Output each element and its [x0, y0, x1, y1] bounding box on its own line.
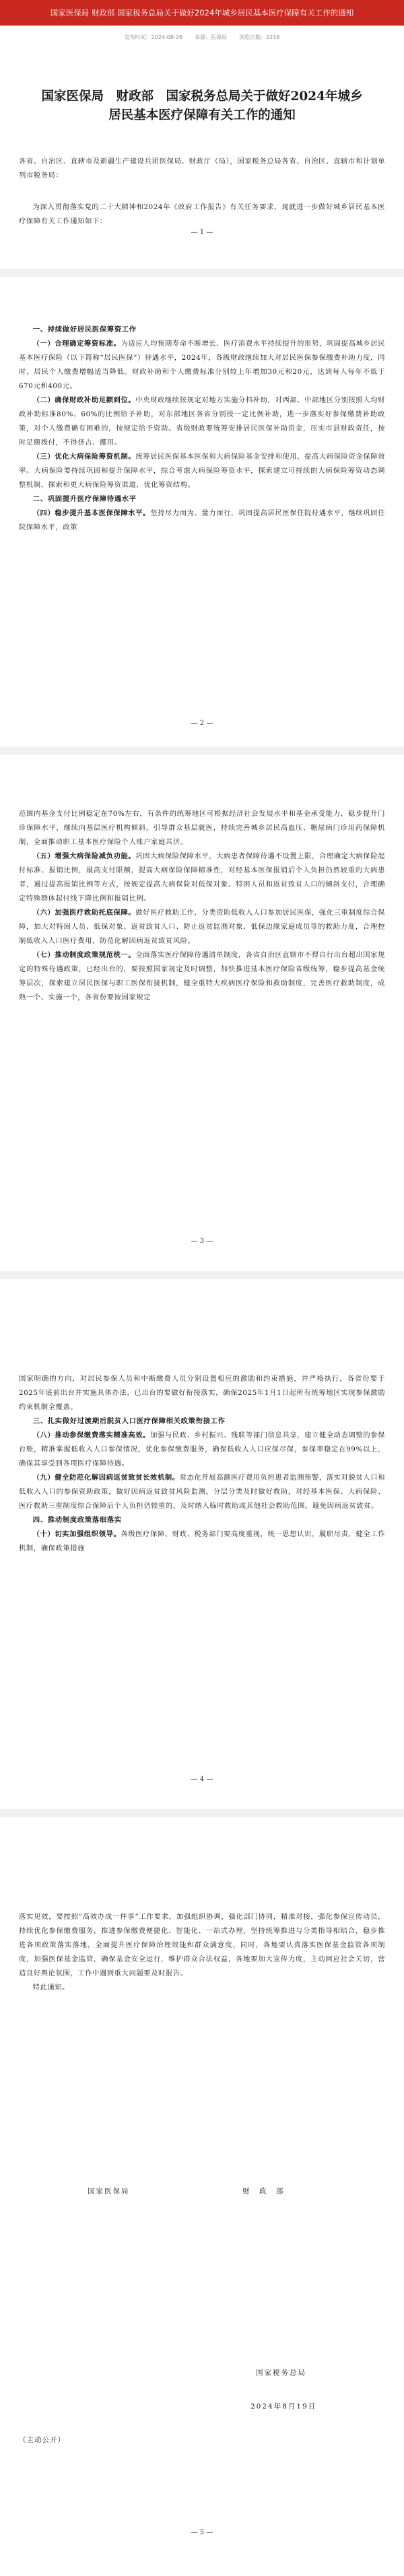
section-heading-4: 四、推动制度政策落细落实 [32, 1516, 122, 1524]
paragraph-12: （十）切实加强组织领导。各级医疗保障、财政、税务部门要高度重视，统一思想认识，履职尽责，健全工作机制，确保政策措施 [19, 1530, 385, 1552]
source-label: 来源：医保局 [195, 34, 228, 40]
paragraph-lead: （三）优化大病保险筹资机制。 [32, 453, 136, 461]
section-heading-3: 三、扎实做好过渡期后脱贫人口医疗保障相关政策衔接工作 [32, 1417, 226, 1425]
page-2 [19, 323, 385, 535]
page-number-5: — 5 — [191, 2529, 213, 2536]
paragraph-3: （三）优化大病保险筹资机制。统筹居民医保基本医保和大病保险基金安排和使用，提高大病保险资金保障效率。大病保险要持续巩固和提升保障水平，综合考虑大病保险筹资水平，探索建立可持续的大病保险筹资动态调整机制，探索和更大病保险筹资渠道，优化筹资结构。 [19, 453, 385, 489]
section-heading-2: 二、巩固提升医疗保障待遇水平 [32, 495, 137, 503]
paragraph-lead: （五）增强大病保险减负功能。 [32, 852, 136, 860]
publish-date: 发布时间：2024-08-26 [124, 34, 183, 40]
page-separator [0, 269, 404, 277]
page-4 [19, 1372, 385, 1556]
paragraph-lead: （九）健全防范化解因病返贫致贫长效机制。 [32, 1474, 180, 1482]
page-1 [19, 155, 385, 229]
page-5 [19, 1910, 385, 1995]
paragraph-lead: （四）稳步提升基本医保保障水平。 [32, 509, 151, 517]
paragraph-lead: （一）合理确定筹资标准。 [32, 340, 121, 348]
section-heading-1: 一、持续做好居民医保筹资工作 [32, 326, 137, 334]
disclosure-note: （主动公开） [19, 2436, 65, 2444]
paragraph-1: （一）合理确定筹资标准。为适应人均预期寿命不断增长、医疗消费水平持续提升的形势，巩固提高城乡居民基本医疗保险（以下简称“居民医保”）待遇水平，2024年，各级财政继续加大对居民医保参保缴费补助力度，同时，居民个人缴费增幅适当降低。财政补助和个人缴费标准分别较上年增加30元和20元，达到每人每年不低于670元和400元。 [19, 340, 385, 390]
paragraph-lead: （十）切实加强组织领导。 [32, 1530, 121, 1538]
visit-count: 浏览次数：2216 [239, 34, 280, 40]
page-banner: 国家医保局 财政部 国家税务总局关于做好2024年城乡居民基本医疗保障有关工作的通知 [0, 0, 404, 26]
paragraph-2: （二）确保财政补助足额到位。中央财政继续按规定对地方实施分档补助，对西部、中部地区分别按照人均财政补助标准80%、60%的比例给予补助，对东部地区各省分别按一定比例补助，进一步落实好参保缴费补助政策，对个人缴费确有困难的，按规定给予资助。省级财政要统筹安排居民医保补助资金，压实市县财政责任，按时足额拨付，不得挤占、挪用。 [19, 396, 385, 447]
issue-date: 2024年8月19日 [250, 2402, 317, 2411]
closing-line: 特此通知。 [32, 1983, 70, 1992]
document-title: 国家医保局 财政部 国家税务总局关于做好2024年城乡居民基本医疗保障有关工作的通知 [41, 89, 363, 122]
signatory-sta: 国家税务总局 [256, 2369, 306, 2377]
article-meta [19, 30, 385, 44]
paragraph-lead: （二）确保财政补助足额到位。 [32, 396, 136, 404]
paragraph-4: （四）稳步提升基本医保保障水平。坚持尽力而为、量力而行，巩固提高居民医保住院待遇水平，继续巩固住院保障水平，政策 [19, 509, 385, 531]
addressees: 各省、自治区、直辖市及新疆生产建设兵团医保局、财政厅（局），国家税务总局各省、自治区、直辖市和计划单列市税务局： [19, 157, 385, 180]
page-3 [19, 807, 385, 1005]
intro-paragraph: 为深入贯彻落实党的二十大精神和2024年《政府工作报告》有关任务要求，现就进一步做好城乡居民基本医疗保障有关工作通知如下： [19, 203, 385, 225]
signatory-mof: 财 政 部 [242, 2187, 285, 2195]
paragraph-6: （五）增强大病保险减负功能。巩固大病保险保障水平，大病患者保障待遇不设置上限，合理确定大病保险起付标准、报销比例，最高支付限额，提高大病保险保障精准性，对经基本医保报销后个人负担仍然较重的大病患者，通过提高报销比例等方式，按规定提高大病保险对低保对象、特困人员和返贫致贫人口的倾斜支付，合理确定特殊群体起付线下降比例和报销比例。 [19, 852, 385, 903]
page-number-2: — 2 — [191, 720, 213, 727]
paragraph-5: 范围内基金支付比例稳定在70%左右，有条件的统筹地区可根据经济社会发展水平和基金承受能力，稳步提升门诊保障水平，继续向基层医疗机构倾斜，引导群众基层就医，持续完善城乡居民高血压、糖尿病门诊用药保障机制，全面推动职工基本医疗保险个人账户家庭共济。 [19, 810, 385, 846]
page-separator [0, 1271, 404, 1279]
paragraph-9: 国家明确的方向，对居民参保人员和中断缴费人员分别设置相应的激励和约束措施，并严格执行，各省份要于2025年底前出台并实施具体办法，已出台的要做好衔接落实，确保2025年1月1日起所有统筹地区实现参保激励约束机制全覆盖。 [19, 1375, 385, 1411]
paragraph-13: 落实见效，要按照“高效办成一件事”工作要求，加强组织协调，强化部门协同，精准对接，强化参保宣传动员，持续优化参保缴费服务，推进参保缴费便捷化、智能化、一站式办理，坚持统筹推进与分类指导相结合，稳步推进各项政策落实落地，全面提升医疗保障治理效能和群众满意度，同时，各地要认真落实医保基金监管各项制度，加强医保基金监管，确保基金安全运行，维护群众合法权益，各地要加大宣传力度，主动回应社会关切，营造良好舆论氛围，工作中遇到重大问题要及时报告。 [19, 1913, 385, 1977]
paragraph-8: （七）推动制度政策规范统一。全面落实医疗保障待遇清单制度，各省自治区直辖市不得自行出台超出国家规定的特殊待遇政策，已经出台的，要按照国家规定及时调整，加快推进基本医疗保险省级统筹，稳步提高基金统筹层次，探索建立居民医保与职工医保衔接机制，健全重特大疾病医疗保险和救助制度，完善医疗救助制度，成熟一个、实施一个，各省份要按国家规定 [19, 951, 385, 1001]
paragraph-lead: （六）加强医疗救助托底保障。 [32, 909, 136, 917]
paragraph-7: （六）加强医疗救助托底保障。做好医疗救助工作，分类资助低收入人口参加居民医保，强化三重制度综合保障，加大对特困人员、低保对象、返贫致贫人口、防止返贫监测对象、低保边缘家庭成员等的救助力度，合理控制低收入人口医疗费用，防范化解因病返贫致贫风险。 [19, 909, 385, 945]
signatory-nhsa: 国家医保局 [88, 2187, 130, 2195]
paragraph-lead: （八）推动参保缴费落实精准高效。 [32, 1431, 151, 1439]
page-number-4: — 4 — [191, 1776, 213, 1783]
paragraph-10: （八）推动参保缴费落实精准高效。加强与民政、乡村振兴、残联等部门信息共享，建立健全动态调整的参保台账，精准掌握低收入人口参保情况，优化参保缴费服务，确保低收入人口应保尽保，参保率稳定在99%以上，确保其享受到各项医疗保障待遇。 [19, 1431, 385, 1468]
page-number-1: — 1 — [191, 229, 213, 236]
page-separator [0, 747, 404, 755]
paragraph-11: （九）健全防范化解因病返贫致贫长效机制。常态化开展高额医疗费用负担患者监测预警，落实对脱贫人口和低收入人口的参保资助政策，做好因病返贫致贫风险监测，分层分类及时做好救助，对经基本医保、大病保险、医疗救助三重制度综合保障后个人负担仍较重的，及时纳入临时救助或其他社会救助范围，避免因病返贫致贫。 [19, 1474, 385, 1510]
page-separator [0, 1809, 404, 1817]
page-number-3: — 3 — [191, 1238, 213, 1245]
paragraph-lead: （七）推动制度政策规范统一。 [32, 951, 136, 959]
